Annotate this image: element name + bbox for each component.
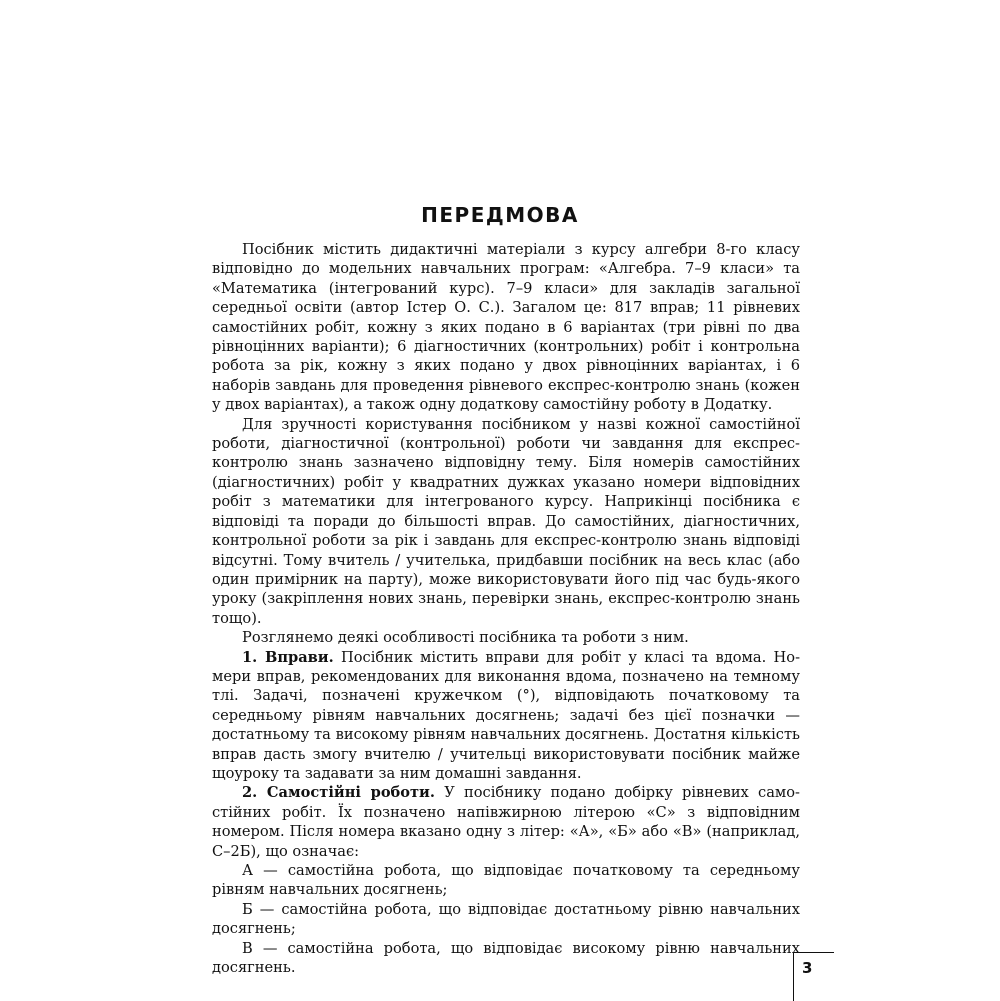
paragraph-level-c	[212, 939, 800, 978]
page-number-box	[793, 952, 834, 1001]
page-number: 3	[802, 959, 813, 977]
paragraph-text: Посібник містить дидактичні матеріали з курсу алгебри 8-го класу відповідно до модельних навчальних програм: «Алгебра. 7–9 класи» та «Математика (інтегрований курс). 7–9 класи» для закладів загальної середньої освіти (автор Істер О. С.). Загалом це: 817 вправ; 11 рівневих самостійних робіт, кожну з яких подано в 6 варіантах (три рівні по два рівноцінних варіанти); 6 діагностичних (контрольних) робіт і контрольна робота за рік, кожну з яких подано у двох рівноцінних варіантах, і 6 наборів завдань для проведення рівневого експрес-контролю знань (кожен у двох варіантах), а також одну додаткову самостійну роботу в Додатку.	[212, 241, 800, 414]
paragraph-usage	[212, 415, 800, 628]
paragraph-text: А — самостійна робота, що відповідає початковому та середньому рівням навчальних досягнень;	[212, 862, 800, 899]
paragraph-text: У посібнику подано добірку рівневих самостійних робіт. Їх позначено напівжирною літерою «С» з відповідним номером. Після номера вказано одну з літер: «А», «Б» або «В» (наприклад, С–2Б), що означає:	[212, 784, 800, 860]
paragraph-lead: 2. Самостійні роботи.	[242, 784, 435, 802]
paragraph-level-b	[212, 900, 800, 939]
preface-body	[212, 240, 800, 977]
paragraph-features-intro	[212, 628, 800, 647]
paragraph-text: Для зручності користування посібником у назві кожної самостійної роботи, діагностичної (контрольної) роботи чи завдання для експрес-контролю знань зазначено відповідну тему. Біля номерів самостійних (діагностичних) робіт у квадратних дужках указано номери відповідних робіт з математики для інтегрованого курсу. Наприкінці посібника є відповіді та поради до більшості вправ. До самостійних, діагностичних, контрольної роботи за рік і завдань для експрес-контролю знань відповіді відсутні. Тому вчитель / учителька, придбавши посібник на весь клас (або один примірник на парту), може використовувати його під час будь-якого уроку (закріплення нових знань, перевірки знань, експрес-контролю знань тощо).	[212, 415, 800, 627]
paragraph-intro	[212, 240, 800, 415]
paragraph-text: В — самостійна робота, що відповідає високому рівню навчальних досягнень.	[212, 939, 800, 977]
page-title: ПЕРЕДМОВА	[421, 203, 579, 227]
paragraph-text: Посібник містить вправи для робіт у класі та вдома. Номери вправ, рекомендованих для виконання вдома, позначено на темному тлі. Задачі, позначені кружечком (°), відповідають початковому та середньому рівням навчальних досягнень; задачі без цієї позначки — достатньому та високому рівням навчальних досягнень. Достатня кількість вправ дасть змогу вчителю / учительці використовувати посібник майже щоуроку та задавати за ним домашні завдання.	[212, 648, 800, 782]
paragraph-level-a	[212, 861, 800, 900]
paragraph-lead: 1. Вправи.	[242, 648, 334, 666]
paragraph-independent-works	[212, 783, 800, 861]
paragraph-text: Б — самостійна робота, що відповідає достатньому рівню навчальних досягнень;	[212, 900, 800, 938]
paragraph-text: Розглянемо деякі особливості посібника та роботи з ним.	[242, 629, 689, 647]
paragraph-exercises	[212, 648, 800, 784]
